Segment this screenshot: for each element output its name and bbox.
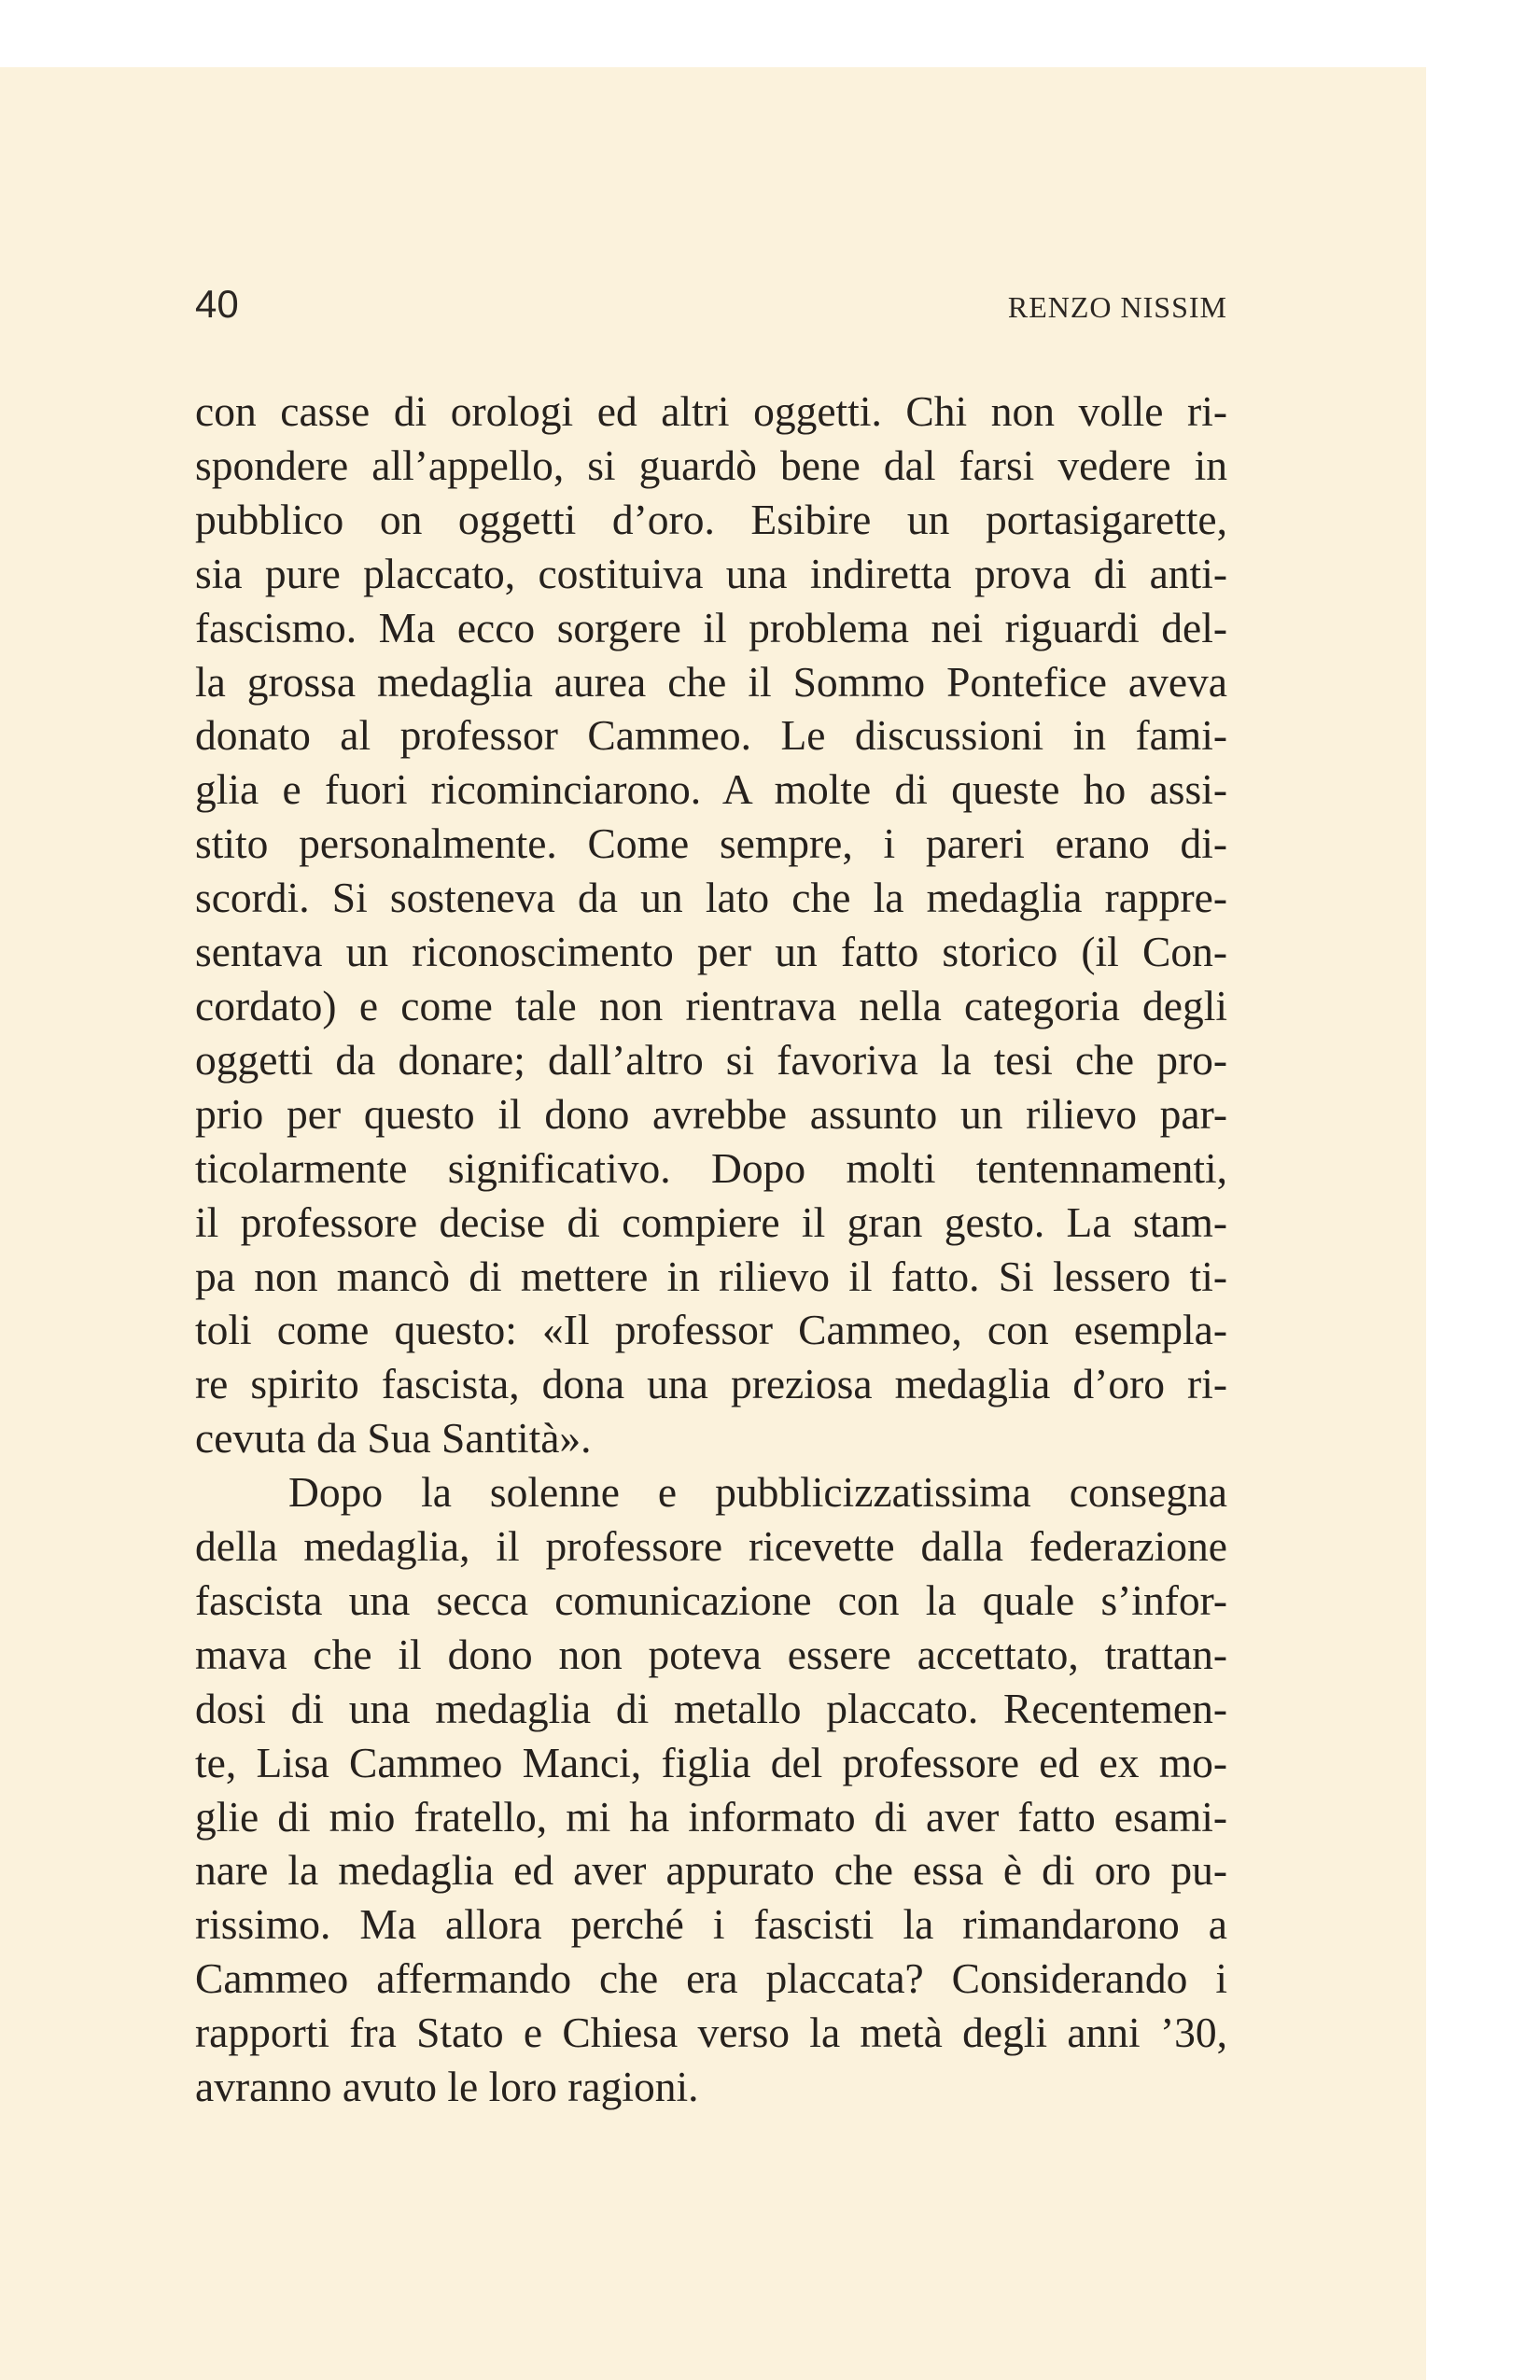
text-line: fascista una secca comunicazione con la quale s’infor-: [195, 1575, 1227, 1624]
text-line: re spirito fascista, dona una preziosa medaglia d’oro ri-: [195, 1360, 1227, 1408]
text-line: nare la medaglia ed aver appurato che essa è di oro pu-: [195, 1846, 1227, 1895]
text-line: pubblico on oggetti d’oro. Esibire un portasigarette,: [195, 495, 1227, 543]
running-head: RENZO NISSIM: [1007, 290, 1227, 324]
text-line: ticolarmente significativo. Dopo molti tentennamenti,: [195, 1143, 1227, 1192]
text-line: avranno avuto le loro ragioni.: [195, 2063, 699, 2111]
text-line: il professore decise di compiere il gran gesto. La stam-: [195, 1197, 1227, 1246]
text-line: te, Lisa Cammeo Manci, figlia del professore ed ex mo-: [195, 1738, 1227, 1786]
text-line: Dopo la solenne e pubblicizzatissima consegna: [288, 1468, 1227, 1517]
text-line: cordato) e come tale non rientrava nella categoria degli: [195, 981, 1227, 1029]
text-line: oggetti da donare; dall’altro si favoriva la tesi che pro-: [195, 1035, 1227, 1084]
text-line: glia e fuori ricominciarono. A molte di queste ho assi-: [195, 765, 1227, 814]
text-line: prio per questo il dono avrebbe assunto un rilievo par-: [195, 1089, 1227, 1138]
text-line: toli come questo: «Il professor Cammeo, con esempla-: [195, 1306, 1227, 1354]
page-number: 40: [195, 282, 239, 326]
text-line: spondere all’appello, si guardò bene dal farsi vedere in: [195, 441, 1227, 489]
text-line: stito personalmente. Come sempre, i pareri erano di-: [195, 819, 1227, 868]
text-line: dosi di una medaglia di metallo placcato. Recentemen-: [195, 1684, 1227, 1732]
text-line: mava che il dono non poteva essere accettato, trattan-: [195, 1630, 1227, 1678]
text-line: della medaglia, il professore ricevette dalla federazione: [195, 1522, 1227, 1571]
text-line: con casse di orologi ed altri oggetti. Chi non volle ri-: [195, 387, 1227, 435]
paragraph-1: [195, 385, 1227, 1465]
text-line: fascismo. Ma ecco sorgere il problema nei riguardi del-: [195, 603, 1227, 651]
text-line: Cammeo affermando che era placcata? Considerando i: [195, 1954, 1227, 2003]
text-line: pa non mancò di mettere in rilievo il fatto. Si lessero ti-: [195, 1252, 1227, 1300]
text-line: sia pure placcato, costituiva una indiretta prova di anti-: [195, 549, 1227, 597]
text-line: donato al professor Cammeo. Le discussioni in fami-: [195, 711, 1227, 760]
text-line: scordi. Si sosteneva da un lato che la medaglia rappre-: [195, 874, 1227, 922]
text-line: sentava un riconoscimento per un fatto storico (il Con-: [195, 928, 1227, 976]
text-line: rapporti fra Stato e Chiesa verso la metà degli anni ’30,: [195, 2009, 1227, 2057]
text-line: la grossa medaglia aurea che il Sommo Pontefice aveva: [195, 657, 1227, 706]
text-line: glie di mio fratello, mi ha informato di aver fatto esami-: [195, 1792, 1227, 1841]
text-line: cevuta da Sua Santità».: [195, 1414, 592, 1463]
paragraph-2: [195, 1465, 1227, 2114]
text-line: rissimo. Ma allora perché i fascisti la rimandarono a: [195, 1900, 1227, 1949]
body-text: [195, 385, 1227, 2114]
